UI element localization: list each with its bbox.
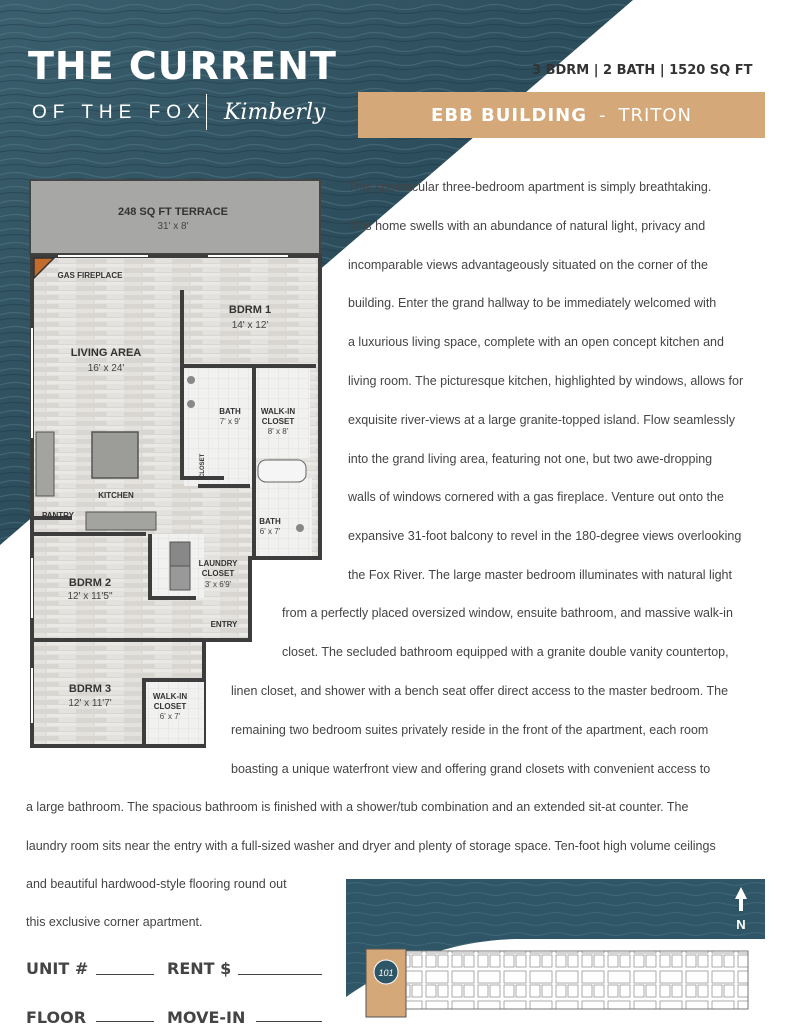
bath2-dims: 6' x 7'	[259, 527, 281, 536]
brand-divider	[206, 94, 207, 130]
bath2-label: BATH	[259, 517, 281, 526]
bdrm3-label: BDRM 3	[68, 683, 112, 695]
kitchen-counter	[36, 432, 54, 496]
unit-field-label: UNIT #	[26, 959, 89, 978]
building-separator: -	[599, 104, 607, 126]
closet-label: CLOSET	[200, 453, 206, 478]
walkin1-label2: CLOSET	[261, 417, 295, 426]
description-line: from a perfectly placed oversized window, ensuite bathroom, and massive walk-in	[282, 606, 733, 620]
dryer	[170, 566, 190, 590]
bath1-dims: 7' x 9'	[219, 417, 241, 426]
description-line: into the grand living area, featuring not one, but two awe-dropping	[348, 452, 713, 466]
description-line: this exclusive corner apartment.	[26, 915, 203, 929]
terrace-dims: 31' x 8'	[157, 221, 189, 232]
description-line: laundry room sits near the entry with a full-sized washer and dryer and plenty of storage space. Ten-foot high volume ceilings	[26, 839, 716, 853]
bath1-label: BATH	[219, 407, 241, 416]
description-line: the Fox River. The large master bedroom illuminates with natural light	[348, 568, 732, 582]
description-line: a large bathroom. The spacious bathroom is finished with a shower/tub combination and an extended sit-at counter. The	[26, 800, 689, 814]
living-dims: 16' x 24'	[87, 363, 125, 374]
laundry-dims: 3' x 6'9'	[204, 580, 232, 589]
kitchen-island	[92, 432, 138, 478]
walkin3-label: WALK-IN	[152, 692, 188, 701]
description-line: walls of windows cornered with a gas fireplace. Venture out onto the	[348, 490, 724, 504]
kitchen-label: KITCHEN	[98, 491, 134, 500]
terrace-label: 248 SQ FT TERRACE	[117, 206, 229, 218]
description-line: exquisite river-views at a large granite-topped island. Flow seamlessly	[348, 413, 735, 427]
floor-field-label: FLOOR	[26, 1008, 87, 1027]
entry-label: ENTRY	[210, 620, 238, 629]
brand-script-name: Kimberly	[224, 100, 326, 125]
sink	[296, 524, 304, 532]
description-line: boasting a unique waterfront view and offering grand closets with convenient access to	[231, 762, 711, 776]
bdrm1-dims: 14' x 12'	[231, 320, 269, 331]
rent-field-label: RENT $	[167, 959, 232, 978]
walkin1-label: WALK-IN	[260, 407, 296, 416]
laundry-label: LAUNDRY	[198, 559, 238, 568]
description-line: closet. The secluded bathroom equipped with a granite double vanity countertop,	[282, 645, 729, 659]
description-line: This spectacular three-bedroom apartment is simply breathtaking.	[348, 180, 712, 194]
description-line: a luxurious living space, complete with an open concept kitchen and	[348, 335, 724, 349]
description-line: linen closet, and shower with a bench seat offer direct access to the master bedroom. The	[231, 684, 729, 698]
bdrm3-dims: 12' x 11'7'	[68, 698, 112, 709]
description-line: remaining two bedroom suites privately reside in the front of the apartment, each room	[231, 723, 709, 737]
unit-specs: 3 BDRM | 2 BATH | 1520 SQ FT	[532, 63, 753, 78]
brand-logo	[28, 44, 337, 125]
pantry-label: PANTRY	[42, 511, 74, 520]
site-map	[346, 879, 765, 1024]
unit-field[interactable]	[96, 974, 154, 975]
description-line: and beautiful hardwood-style flooring round out	[26, 877, 287, 891]
fireplace-label: GAS FIREPLACE	[57, 271, 123, 280]
sink	[187, 400, 195, 408]
bdrm1-label: BDRM 1	[228, 304, 272, 316]
washer	[170, 542, 190, 566]
description-line: incomparable views advantageously situated on the corner of the	[348, 258, 708, 272]
living-label: LIVING AREA	[70, 347, 142, 359]
description-line: This home swells with an abundance of natural light, privacy and	[348, 219, 706, 233]
sink	[187, 376, 195, 384]
walkin1-dims: 8' x 8'	[267, 427, 289, 436]
rent-field[interactable]	[238, 974, 322, 975]
floor-plan	[28, 178, 322, 748]
walkin3-label2: CLOSET	[153, 702, 187, 711]
map-unit-number: 101	[378, 968, 394, 978]
north-label: N	[736, 917, 746, 932]
description-line: living room. The picturesque kitchen, highlighted by windows, allows for	[348, 374, 744, 388]
map-building	[406, 951, 748, 1009]
description-line: expansive 31-foot balcony to revel in the 180-degree views overlooking	[348, 529, 742, 543]
bdrm2-dims: 12' x 11'5"	[67, 591, 113, 602]
movein-field-label: MOVE-IN	[167, 1008, 246, 1027]
building-banner	[358, 92, 765, 138]
bdrm2-label: BDRM 2	[68, 577, 112, 589]
floor-field[interactable]	[96, 1021, 154, 1022]
laundry-label2: CLOSET	[201, 569, 235, 578]
description-line: building. Enter the grand hallway to be immediately welcomed with	[348, 296, 717, 310]
brand-title: THE CURRENT	[28, 44, 337, 88]
pantry-counter	[86, 512, 156, 530]
building-name: EBB BUILDING	[431, 104, 588, 126]
bathtub	[258, 460, 306, 482]
walkin3-dims: 6' x 7'	[159, 712, 181, 721]
bath1-floor	[184, 368, 252, 486]
brand-subtitle: OF THE FOX	[32, 102, 206, 123]
building-model: TRITON	[618, 104, 692, 126]
movein-field[interactable]	[256, 1021, 322, 1022]
